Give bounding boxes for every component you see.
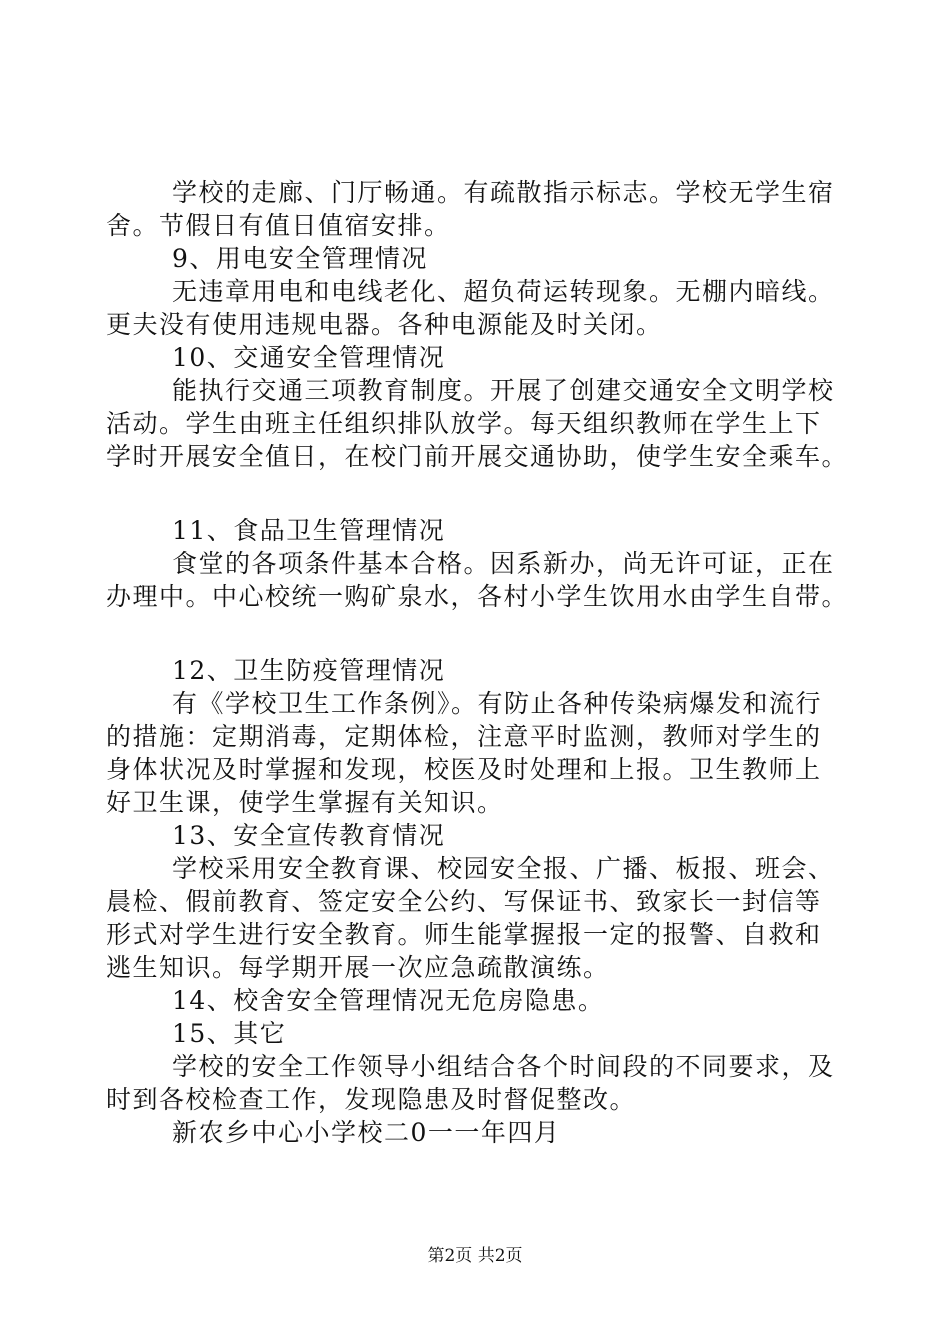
paragraph-line: 更夫没有使用违规电器。各种电源能及时关闭。 xyxy=(106,310,663,339)
paragraph-line: 时到各校检查工作，发现隐患及时督促整改。 xyxy=(106,1085,637,1114)
paragraph-line: 无违章用电和电线老化、超负荷运转现象。无棚内暗线。 xyxy=(172,277,835,306)
section-heading: 9、用电安全管理情况 xyxy=(172,244,428,273)
paragraph-line: 学校采用安全教育课、校园安全报、广播、板报、班会、 xyxy=(172,854,835,883)
section-heading: 15、其它 xyxy=(172,1019,287,1048)
paragraph-line: 的措施：定期消毒，定期体检，注意平时监测，教师对学生的 xyxy=(106,722,822,751)
paragraph-line: 形式对学生进行安全教育。师生能掌握报一定的报警、自救和 xyxy=(106,920,822,949)
paragraph-line: 有《学校卫生工作条例》。有防止各种传染病爆发和流行 xyxy=(172,689,823,718)
section-heading: 13、安全宣传教育情况 xyxy=(172,821,446,850)
paragraph-line: 好卫生课，使学生掌握有关知识。 xyxy=(106,788,504,817)
paragraph-line: 学时开展安全值日，在校门前开展交通协助，使学生安全乘车。 xyxy=(106,442,849,471)
section-heading: 11、食品卫生管理情况 xyxy=(172,516,446,545)
paragraph-line: 学校的安全工作领导小组结合各个时间段的不同要求，及 xyxy=(172,1052,835,1081)
page-footer: 第2页 共2页 xyxy=(427,1246,523,1266)
paragraph-line: 食堂的各项条件基本合格。因系新办，尚无许可证，正在 xyxy=(172,549,835,578)
section-heading: 12、卫生防疫管理情况 xyxy=(172,656,446,685)
paragraph-line: 身体状况及时掌握和发现，校医及时处理和上报。卫生教师上 xyxy=(106,755,822,784)
document-body xyxy=(106,176,849,1149)
paragraph-line: 舍。节假日有值日值宿安排。 xyxy=(106,211,451,240)
signature-line: 新农乡中心小学校二0一一年四月 xyxy=(172,1118,561,1147)
paragraph-line: 晨检、假前教育、签定安全公约、写保证书、致家长一封信等 xyxy=(106,887,822,916)
section-heading: 14、校舍安全管理情况无危房隐患。 xyxy=(172,986,605,1015)
paragraph-line: 办理中。中心校统一购矿泉水，各村小学生饮用水由学生自带。 xyxy=(106,582,849,611)
paragraph-line: 学校的走廊、门厅畅通。有疏散指示标志。学校无学生宿 xyxy=(172,178,835,207)
paragraph-line: 能执行交通三项教育制度。开展了创建交通安全文明学校 xyxy=(172,376,835,405)
paragraph-line: 活动。学生由班主任组织排队放学。每天组织教师在学生上下 xyxy=(106,409,822,438)
section-heading: 10、交通安全管理情况 xyxy=(172,343,446,372)
paragraph-line: 逃生知识。每学期开展一次应急疏散演练。 xyxy=(106,953,610,982)
paragraph-gap xyxy=(106,473,846,514)
paragraph-gap xyxy=(106,613,846,654)
